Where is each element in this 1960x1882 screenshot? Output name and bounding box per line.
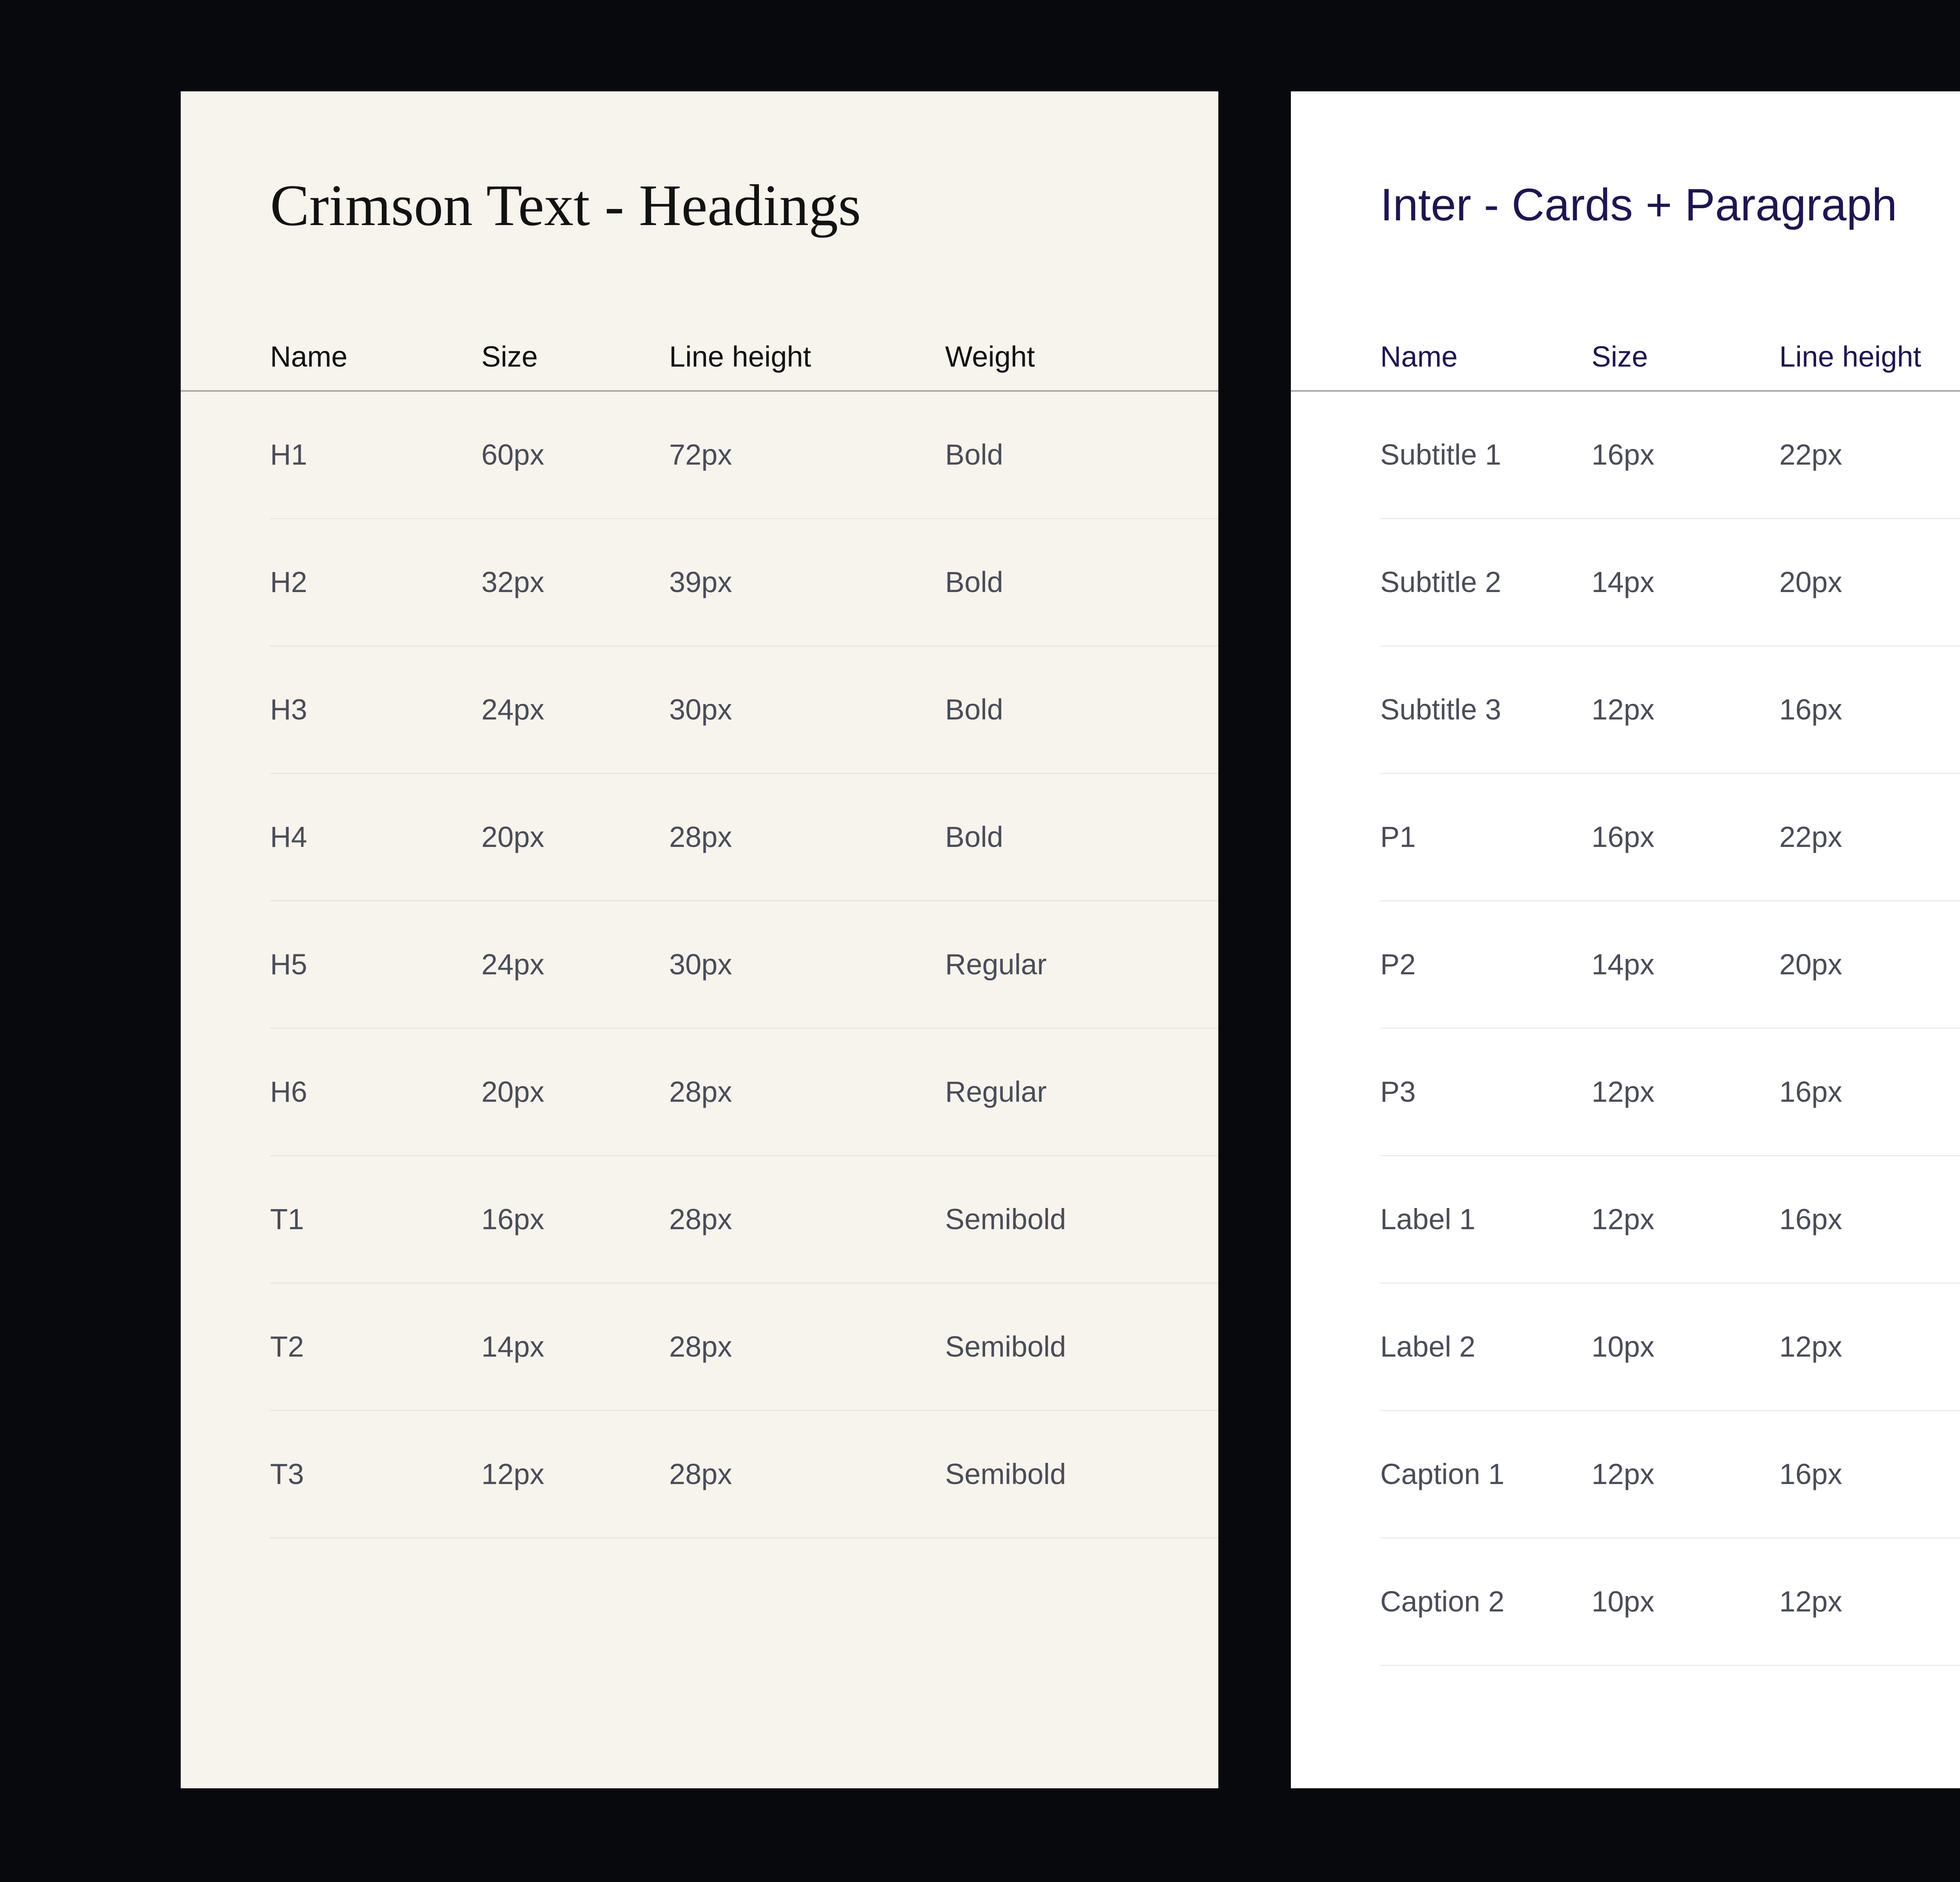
table-row bbox=[270, 1284, 1218, 1411]
table-row bbox=[1380, 519, 1960, 647]
cell-line-height: 28px bbox=[669, 1458, 732, 1490]
cell-size: 12px bbox=[1592, 693, 1655, 726]
cell-weight: Regular bbox=[945, 1075, 1047, 1108]
table-row bbox=[1380, 392, 1960, 519]
table-row bbox=[270, 647, 1218, 774]
cell-size: 12px bbox=[1592, 1075, 1655, 1108]
cell-name: T1 bbox=[270, 1203, 304, 1235]
cell-name: P3 bbox=[1380, 1075, 1416, 1108]
column-header-size: Size bbox=[1592, 340, 1648, 373]
cell-size: 14px bbox=[1592, 566, 1655, 598]
cell-weight: Bold bbox=[945, 693, 1004, 726]
cell-name: Subtitle 2 bbox=[1380, 566, 1501, 598]
cell-weight: Regular bbox=[945, 948, 1047, 981]
cell-line-height: 30px bbox=[669, 693, 732, 726]
cell-size: 12px bbox=[481, 1458, 544, 1490]
cell-line-height: 28px bbox=[669, 1330, 732, 1363]
cell-weight: Semibold bbox=[945, 1458, 1066, 1490]
panel-title: Crimson Text - Headings bbox=[270, 173, 861, 238]
cell-name: Label 1 bbox=[1380, 1203, 1475, 1235]
cell-size: 12px bbox=[1592, 1203, 1655, 1235]
table-row bbox=[1380, 1029, 1960, 1156]
column-header-size: Size bbox=[481, 340, 538, 373]
cell-line-height: 39px bbox=[669, 566, 732, 598]
cell-size: 20px bbox=[481, 1075, 544, 1108]
cell-name: Subtitle 1 bbox=[1380, 438, 1501, 471]
cell-line-height: 28px bbox=[669, 1203, 732, 1235]
cell-name: T2 bbox=[270, 1330, 304, 1363]
table-row bbox=[270, 1411, 1218, 1539]
cell-weight: Semibold bbox=[945, 1330, 1066, 1363]
cell-size: 16px bbox=[1592, 438, 1655, 471]
type-scale-rows bbox=[270, 392, 1218, 1539]
cell-size: 14px bbox=[1592, 948, 1655, 981]
table-row bbox=[1380, 1411, 1960, 1539]
table-row bbox=[270, 901, 1218, 1029]
cell-name: P2 bbox=[1380, 948, 1416, 981]
cell-line-height: 30px bbox=[669, 948, 732, 981]
cell-name: Label 2 bbox=[1380, 1330, 1475, 1363]
cell-line-height: 20px bbox=[1779, 948, 1842, 981]
table-row bbox=[270, 1029, 1218, 1156]
cell-weight: Bold bbox=[945, 438, 1004, 471]
cell-name: P1 bbox=[1380, 821, 1416, 853]
cell-name: Caption 2 bbox=[1380, 1585, 1504, 1618]
cell-line-height: 72px bbox=[669, 438, 732, 471]
cell-line-height: 22px bbox=[1779, 821, 1842, 853]
cell-name: H5 bbox=[270, 948, 307, 981]
cell-line-height: 22px bbox=[1779, 438, 1842, 471]
cell-weight: Bold bbox=[945, 566, 1004, 598]
column-header-weight: Weight bbox=[945, 340, 1035, 373]
cell-name: H4 bbox=[270, 821, 307, 853]
cell-name: H2 bbox=[270, 566, 307, 598]
cell-name: H6 bbox=[270, 1075, 307, 1108]
table-row bbox=[1380, 901, 1960, 1029]
cell-size: 24px bbox=[481, 948, 544, 981]
table-header bbox=[1291, 323, 1960, 392]
cell-name: T3 bbox=[270, 1458, 304, 1490]
cell-size: 16px bbox=[481, 1203, 544, 1235]
cell-size: 24px bbox=[481, 693, 544, 726]
cell-size: 12px bbox=[1592, 1458, 1655, 1490]
cell-line-height: 12px bbox=[1779, 1330, 1842, 1363]
type-scale-rows bbox=[1380, 392, 1960, 1666]
cell-line-height: 28px bbox=[669, 821, 732, 853]
inter-panel bbox=[1291, 91, 1960, 1788]
panel-title: Inter - Cards + Paragraph bbox=[1380, 179, 1897, 230]
cell-line-height: 16px bbox=[1779, 1458, 1842, 1490]
cell-name: H3 bbox=[270, 693, 307, 726]
cell-weight: Semibold bbox=[945, 1203, 1066, 1235]
table-row bbox=[1380, 1284, 1960, 1411]
table-row bbox=[270, 774, 1218, 901]
table-row bbox=[270, 1156, 1218, 1284]
cell-size: 10px bbox=[1592, 1330, 1655, 1363]
table-row bbox=[1380, 647, 1960, 774]
crimson-text-panel bbox=[181, 91, 1218, 1788]
cell-name: H1 bbox=[270, 438, 307, 471]
cell-line-height: 28px bbox=[669, 1075, 732, 1108]
column-header-line-height: Line height bbox=[669, 340, 811, 373]
cell-line-height: 20px bbox=[1779, 566, 1842, 598]
table-row bbox=[1380, 1156, 1960, 1284]
table-row bbox=[270, 392, 1218, 519]
cell-size: 14px bbox=[481, 1330, 544, 1363]
cell-name: Caption 1 bbox=[1380, 1458, 1504, 1490]
cell-size: 32px bbox=[481, 566, 544, 598]
cell-size: 16px bbox=[1592, 821, 1655, 853]
cell-line-height: 16px bbox=[1779, 1203, 1842, 1235]
cell-line-height: 16px bbox=[1779, 1075, 1842, 1108]
column-header-line-height: Line height bbox=[1779, 340, 1922, 373]
cell-line-height: 12px bbox=[1779, 1585, 1842, 1618]
column-header-name: Name bbox=[1380, 340, 1458, 373]
cell-size: 60px bbox=[481, 438, 544, 471]
cell-size: 20px bbox=[481, 821, 544, 853]
cell-name: Subtitle 3 bbox=[1380, 693, 1501, 726]
table-row bbox=[1380, 774, 1960, 901]
table-row bbox=[270, 519, 1218, 647]
column-header-name: Name bbox=[270, 340, 348, 373]
cell-size: 10px bbox=[1592, 1585, 1655, 1618]
table-header bbox=[181, 323, 1218, 392]
cell-line-height: 16px bbox=[1779, 693, 1842, 726]
table-row bbox=[1380, 1539, 1960, 1666]
cell-weight: Bold bbox=[945, 821, 1004, 853]
